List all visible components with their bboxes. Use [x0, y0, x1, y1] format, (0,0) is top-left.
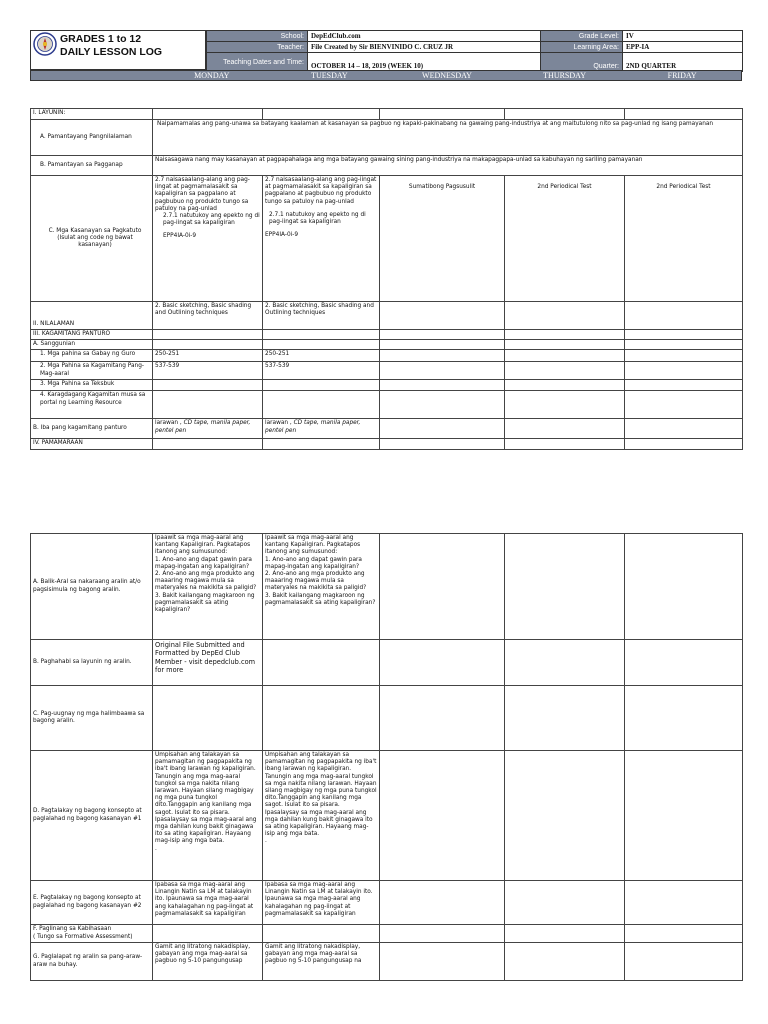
iba-mon-italic: CD tape, manila paper, pentel pen	[155, 420, 251, 434]
nilalaman-tuesday: 2. Basic sketching, Basic shading and Outlining techniques	[263, 302, 380, 330]
pagtalakay-2-tuesday: Ipabasa sa mga mag-aaral ang Linangin Natin sa LM at talakayin ito. Ipaunawa sa mga mag-aaral ang kahalagahan ng pag-iingat at pagmamalasakit sa kapaligiran	[263, 881, 380, 925]
lesson-table-1	[30, 108, 743, 450]
label-balik-aral: A. Balik-Aral sa nakaraang aralin at/o pagsisimula ng bagong aralin.	[31, 534, 153, 640]
label-iba-pang-kagamitan: B. Iba pang kagamitang panturo	[31, 419, 153, 439]
kasanayan-monday	[153, 176, 263, 302]
kasanayan-wednesday: Sumatibong Pagsusulit	[380, 176, 505, 302]
dates-label: Teaching Dates and Time:	[207, 53, 308, 72]
kasanayan-tuesday	[263, 176, 380, 302]
iba-tue-text: larawan ,	[265, 420, 294, 427]
grade-label: Grade Level:	[541, 31, 623, 42]
paglalapat-monday: Gamit ang litratong nakadisplay, gabayan ang mga mag-aaral sa pagbuo ng 5-10 pangungusap	[153, 943, 263, 981]
label-karagdagang-kagamitan: 4. Karagdagang Kagamitan musa sa portal ng Learning Resource	[31, 391, 153, 419]
lesson-table-2	[30, 533, 743, 981]
school-label: School:	[207, 31, 308, 42]
kasanayan-thursday: 2nd Periodical Test	[505, 176, 625, 302]
quarter-value: 2ND QUARTER	[623, 53, 743, 72]
iba-monday	[153, 419, 263, 439]
header-info-table	[206, 30, 743, 72]
day-monday: MONDAY	[194, 71, 230, 80]
days-blank	[31, 71, 153, 80]
text-pamantayan-sa-pagganap: Naisasagawa nang may kasanayan at pagpapahalaga ang mga batayang gawaing sining pang-industriya na makapagpapa-unlad sa kabuhayan ng sariling pamayanan	[153, 156, 743, 176]
area-value: EPP-IA	[623, 42, 743, 53]
balik-aral-monday: Ipaawit sa mga mag-aaral ang kantang Kapaligiran. Pagkatapos itanong ang sumusunod: 1. Ano-ano ang dapat gawin para mapag-ingatan ang kapaligiran? 2. Ano-ano ang mga produkto ang maaaring magawa mula sa materyales na makikita sa paligid? 3. Bakit kailangang magkaroon ng pagmamalasakit sa ating kapaligiran?	[153, 534, 263, 640]
day-wednesday: WEDNESDAY	[422, 71, 472, 80]
pagtalakay-2-monday: Ipabasa sa mga mag-aaral ang Linangin Natin sa LM at talakayin ito. Ipaunawa sa mga mag-aaral ang kahalagahan ng pag-iingat at pagmamalasakit sa kapaligiran	[153, 881, 263, 925]
paghahabi-monday: Original File Submitted and Formatted by DepEd Club Member - visit depedclub.com for more	[153, 640, 263, 686]
day-tuesday: TUESDAY	[311, 71, 348, 80]
label-sanggunian: A. Sanggunian	[31, 340, 153, 350]
label-nilalaman: II. NILALAMAN	[31, 302, 153, 330]
kagamitang-tuesday: 537-539	[263, 362, 380, 380]
label-paglalapat: G. Paglalapat ng aralin sa pang-araw-araw na buhay.	[31, 943, 153, 981]
iba-mon-text: larawan ,	[155, 420, 184, 427]
label-kagamitang-mag-aaral: 2. Mga Pahina sa Kagamitang Pang-Mag-aaral	[31, 362, 153, 380]
balik-aral-tuesday: Ipaawit sa mga mag-aaral ang kantang Kapaligiran. Pagkatapos itanong ang sumusunod: 1. Ano-ano ang dapat gawin para mapag-ingatan ang kapaligiran? 2. Ano-ano ang mga produkto ang maaaring magawa mula sa materyales na makikita sa paligid? 3. Bakit kailangang magkaroon ng pagmamalasakit sa ating kapaligiran?	[263, 534, 380, 640]
label-pagtalakay-1: D. Pagtalakay ng bagong konsepto at paglalahad ng bagong kasanayan #1	[31, 751, 153, 881]
kasanayan-tue-sub: 2.7.1 natutukoy ang epekto ng di pag-iingat sa kapaligiran	[269, 211, 366, 226]
kasanayan-mon-sub: 2.7.1 natutukoy ang epekto ng di pag-iingat sa kapaligiran	[163, 213, 260, 227]
kasanayan-friday: 2nd Periodical Test	[625, 176, 743, 302]
label-paglinang: F. Paglinang sa Kabihasaan ( Tungo sa Formative Assessment)	[31, 925, 153, 943]
area-label: Learning Area:	[541, 42, 623, 53]
iba-tue-italic: CD tape, manila paper, pentel pen	[265, 420, 361, 434]
title-line-2: DAILY LESSON LOG	[60, 46, 163, 58]
label-pamamaraan: IV. PAMAMARAAN	[31, 439, 153, 449]
iba-tuesday	[263, 419, 380, 439]
label-pagtalakay-2: E. Pagtalakay ng bagong konsepto at paglalahad ng bagong kasanayan #2	[31, 881, 153, 925]
kasanayan-mon-code: EPP4IA-0i-9	[163, 233, 197, 240]
gabay-monday: 250-251	[153, 350, 263, 362]
teacher-value: File Created by Sir BIENVINIDO C. CRUZ JR	[308, 42, 541, 53]
deped-seal-icon	[33, 32, 57, 56]
row-layunin: I. LAYUNIN:	[31, 109, 153, 120]
label-pag-uugnay: C. Pag-uugnay ng mga halimbaawa sa bagong aralin.	[31, 686, 153, 751]
title-line-1: GRADES 1 to 12	[60, 33, 142, 45]
text-pamantayang-pangnilalaman: Naipamamalas ang pang-unawa sa batayang kaalaman at kasanayan sa pagbuo ng kapaki-pakinabang na gawaing pang-industriya at ang maitutulong nito sa pag-unlad ng isang pamayanan	[153, 120, 743, 156]
day-friday: FRIDAY	[667, 71, 697, 80]
label-teksbuk: 3. Mga Pahina sa Teksbuk	[31, 380, 153, 391]
nilalaman-monday: 2. Basic sketching, Basic shading and Outlining techniques	[153, 302, 263, 330]
day-thursday: THURSDAY	[543, 71, 586, 80]
kasanayan-tue-text: 2.7 naisasaalang-alang ang pag-iingat at pagmamalasakit sa kapaligiran sa pagpalano at pagbubuo ng produkto tungo sa patuloy na pag-unlad	[265, 177, 377, 205]
label-kagamitang-panturo: III. KAGAMITANG PANTURO	[31, 330, 153, 340]
school-value: DepEdClub.com	[308, 31, 541, 42]
label-pamantayang-pangnilalaman: A. Pamantayang Pangnilalaman	[31, 120, 153, 156]
pagtalakay-1-monday: Umpisahan ang talakayan sa pamamagitan ng pagpapakita ng iba't ibang larawan ng kapaligiran. Tanungin ang mga mag-aaral tungkol sa mga nakita nilang larawan. Hayaan silang magbigay ng mga puna tungkol dito.Tanggapin ang kanilang mga sagot. Isulat ito sa pisara. Ipasalaysay sa mga mag-aaral ang mga dahilan kung bakit ginagawa ito sa ating kapaligiran. Hayaang mag-isip ang mga bata. .	[153, 751, 263, 881]
grade-value: IV	[623, 31, 743, 42]
dates-value: OCTOBER 14 – 18, 2019 (WEEK 10)	[308, 53, 541, 72]
kagamitang-monday: 537-539	[153, 362, 263, 380]
label-pamantayan-sa-pagganap: B. Pamantayan sa Pagganap	[31, 156, 153, 176]
kasanayan-tue-code: EPP4IA-0i-9	[265, 232, 299, 239]
pagtalakay-1-tuesday: Umpisahan ang talakayan sa pamamagitan ng pagpapakita ng iba't ibang larawan ng kapaligiran. Tanungin ang mga mag-aaral tungkol sa mga nakita nilang larawan. Hayaan silang magbigay ng mga puna tungkol dito.Tanggapin ang kanilang mga sagot. Isulat ito sa pisara. Ipasalaysay sa mga mag-aaral ang mga dahilan kung bakit ginagawa ito sa ating kapaligiran. Hayaang mag-isip ang mga bata. .	[263, 751, 380, 881]
label-gabay-ng-guro: 1. Mga pahina sa Gabay ng Guro	[31, 350, 153, 362]
label-kasanayan-sa-pagkatuto: C. Mga Kasanayan sa Pagkatuto (Isulat ang code ng bawat kasanayan)	[31, 176, 153, 302]
quarter-label: Quarter:	[541, 53, 623, 72]
gabay-tuesday: 250-251	[263, 350, 380, 362]
teacher-label: Teacher:	[207, 42, 308, 53]
kasanayan-mon-text: 2.7 naisasaalang-alang ang pag-iingat at pagmamalasakit sa kapaligiran sa pagpalano at pagbubuo ng produkto tungo sa patuloy na pag-unlad	[155, 177, 250, 212]
paglalapat-tuesday: Gamit ang litratong nakadisplay, gabayan ang mga mag-aaral sa pagbuo ng 5-10 pangungusap na	[263, 943, 380, 981]
label-paghahabi: B. Paghahabi sa layunin ng aralin.	[31, 640, 153, 686]
days-header	[30, 70, 742, 81]
